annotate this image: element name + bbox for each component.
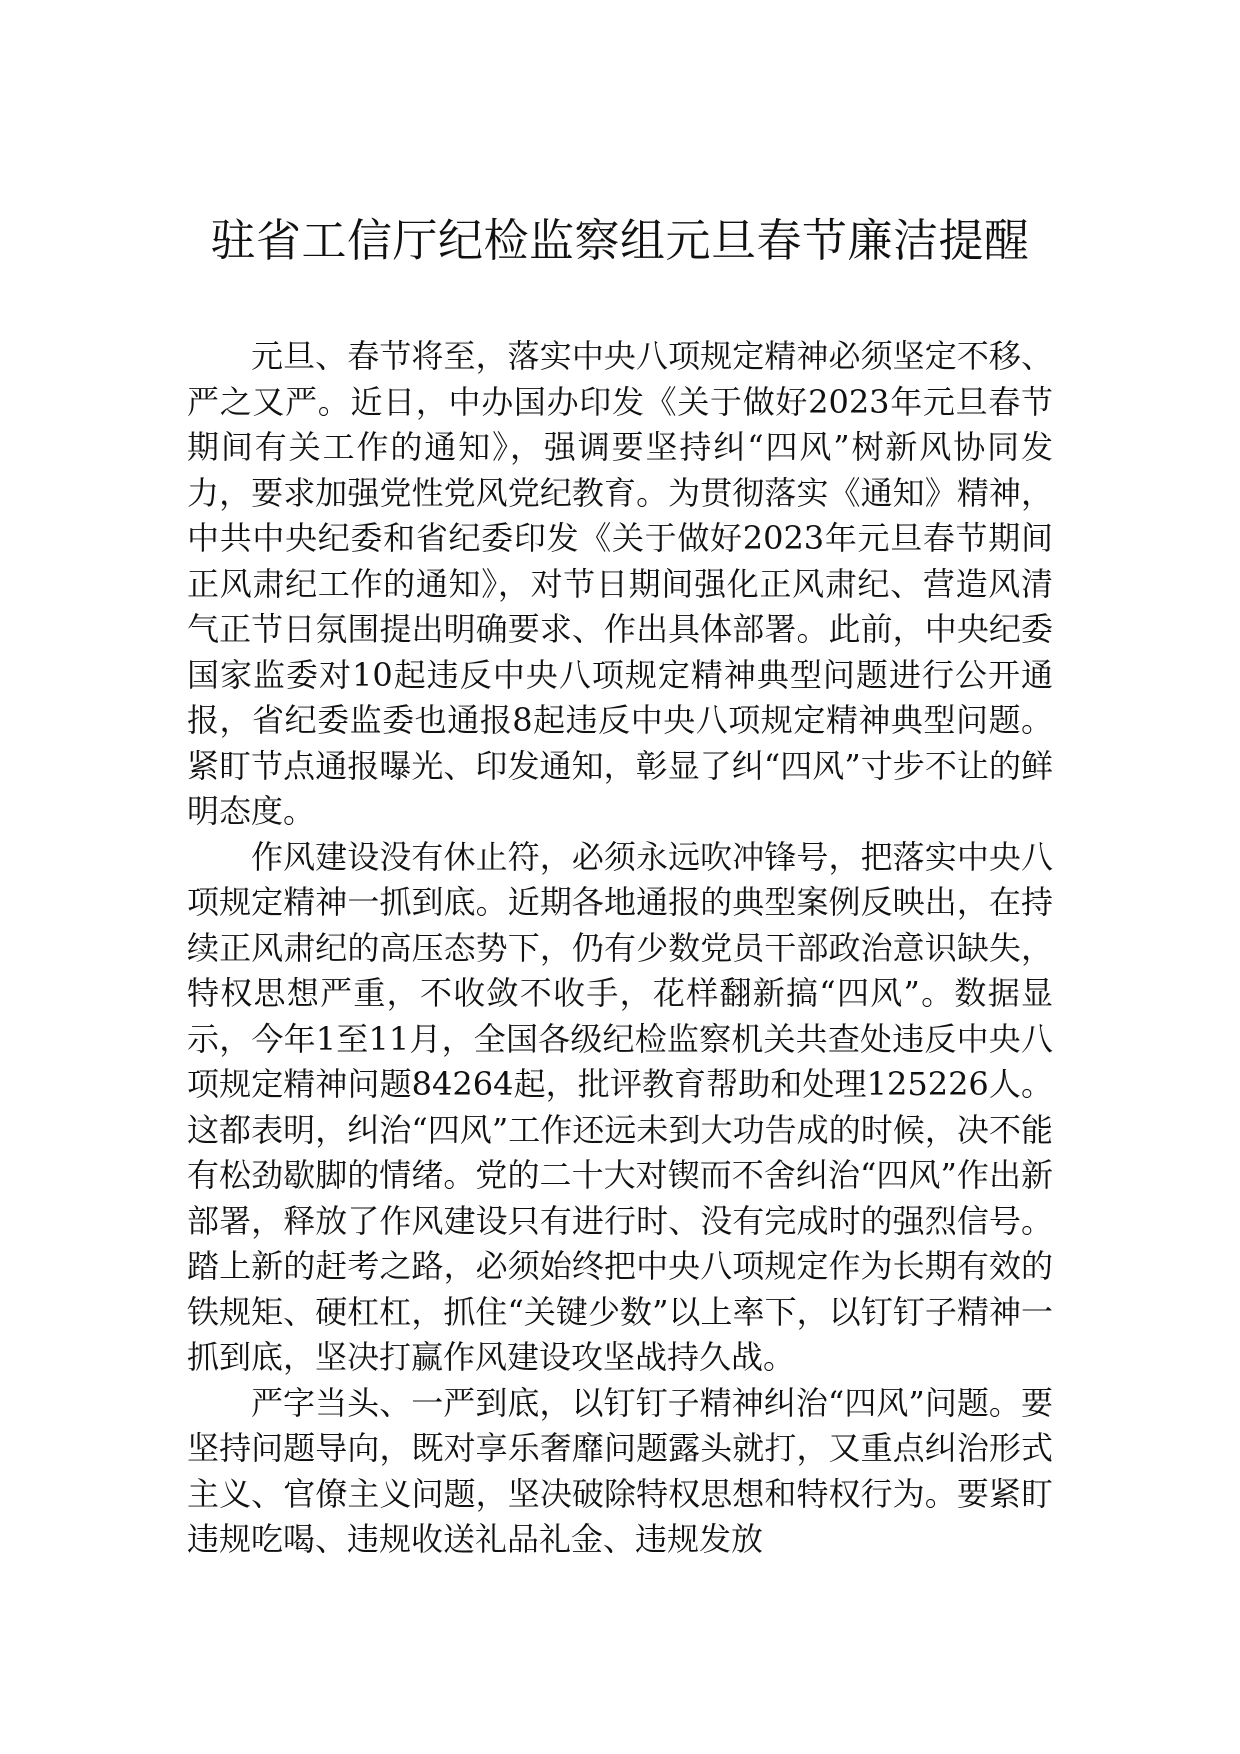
body-paragraph-1: 元旦、春节将至，落实中央八项规定精神必须坚定不移、严之又严。近日，中办国办印发《关于做好2023年元旦春节期间有关工作的通知》，强调要坚持纠“四风”树新风协同发力，要求加强党性党风党纪教育。为贯彻落实《通知》精神，中共中央纪委和省纪委印发《关于做好2023年元旦春节期间正风肃纪工作的通知》，对节日期间强化正风肃纪、营造风清气正节日氛围提出明确要求、作出具体部署。此前，中央纪委国家监委对10起违反中央八项规定精神典型问题进行公开通报，省纪委监委也通报8起违反中央八项规定精神典型问题。紧盯节点通报曝光、印发通知，彰显了纠“四风”寸步不让的鲜明态度。 xyxy=(187,337,1053,830)
document-body xyxy=(187,334,1053,1563)
body-paragraph-3: 严字当头、一严到底，以钉钉子精神纠治“四风”问题。要坚持问题导向，既对享乐奢靡问题露头就打，又重点纠治形式主义、官僚主义问题，坚决破除特权思想和特权行为。要紧盯违规吃喝、违规收送礼品礼金、违规发放 xyxy=(187,1383,1053,1558)
document-title: 驻省工信厅纪检监察组元旦春节廉洁提醒 xyxy=(210,214,1030,267)
body-paragraph-2: 作风建设没有休止符，必须永远吹冲锋号，把落实中央八项规定精神一抓到底。近期各地通报的典型案例反映出，在持续正风肃纪的高压态势下，仍有少数党员干部政治意识缺失，特权思想严重，不收敛不收手，花样翻新搞“四风”。数据显示，今年1至11月，全国各级纪检监察机关共查处违反中央八项规定精神问题84264起，批评教育帮助和处理125226人。这都表明，纠治“四风”工作还远未到大功告成的时候，决不能有松劲歇脚的情绪。党的二十大对锲而不舍纠治“四风”作出新部署，释放了作风建设只有进行时、没有完成时的强烈信号。踏上新的赶考之路，必须始终把中央八项规定作为长期有效的铁规矩、硬杠杠，抓住“关键少数”以上率下，以钉钉子精神一抓到底，坚决打赢作风建设攻坚战持久战。 xyxy=(187,837,1053,1376)
